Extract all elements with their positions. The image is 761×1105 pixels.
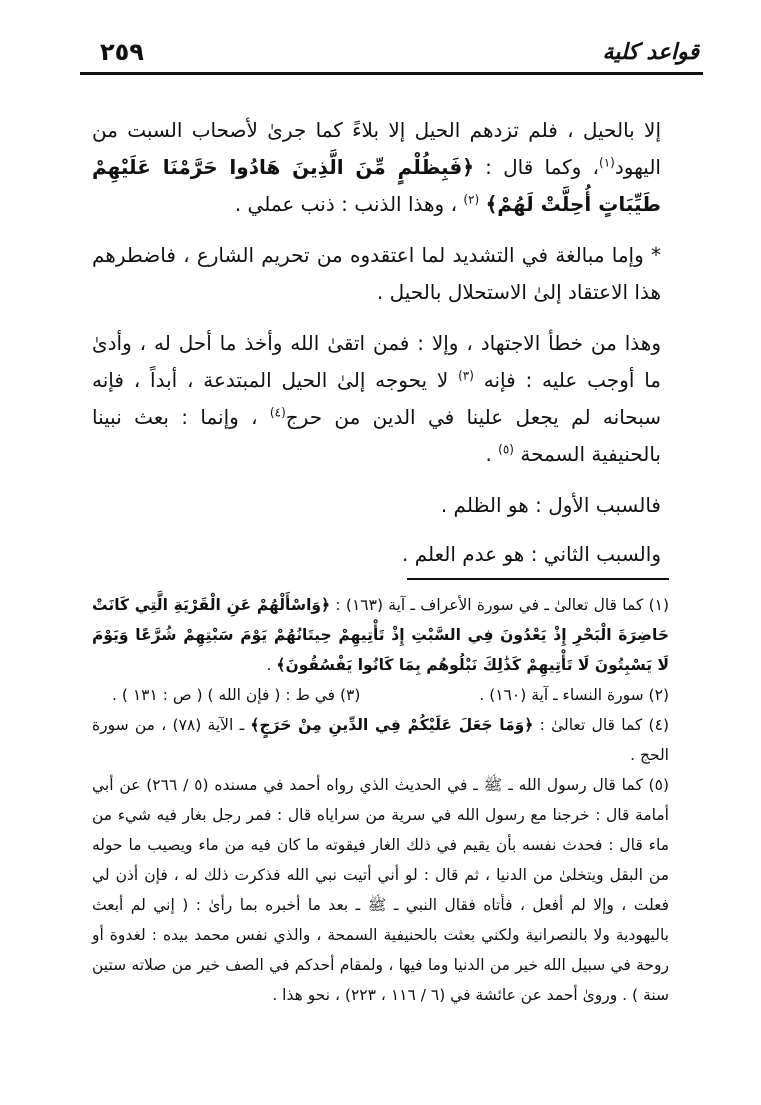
header-rule <box>80 72 703 75</box>
paragraph-3 <box>92 325 661 473</box>
footnote-2: (٢) سورة النساء ـ آية (١٦٠) . <box>479 686 669 704</box>
footnote-4-text-a: (٤) كما قال تعالىٰ : <box>533 716 669 734</box>
footnote-ref-2: (٢) <box>463 192 480 207</box>
paragraph-3-text-c: ، وإنما : بعث نبينا بالحنيفية السمحة <box>92 405 661 466</box>
footnote-1 <box>92 590 669 680</box>
paragraph-1 <box>92 112 661 223</box>
footnote-separator <box>407 578 669 580</box>
footnote-ref-4: (٤) <box>269 405 286 420</box>
footnote-row-2-3 <box>92 680 669 710</box>
footnote-4-quran: ﴿وَمَا جَعَلَ عَلَيْكُمْ فِي الدِّينِ مِنْ حَرَجٍ﴾ <box>250 716 534 734</box>
paragraph-1-text-c: ، وهذا الذنب : ذنب عملي . <box>234 192 464 216</box>
footnote-1-text-a: (١) كما قال تعالىٰ ـ في سورة الأعراف ـ آية (١٦٣) : <box>330 596 670 614</box>
footnote-ref-1: (١) <box>599 155 615 170</box>
paragraph-5: والسبب الثاني : هو عدم العلم . <box>401 542 661 566</box>
footnote-1-text-b: . <box>266 656 277 674</box>
footnote-ref-3: (٣) <box>458 368 474 383</box>
main-text <box>92 112 661 585</box>
page-number: ٢٥٩ <box>100 38 144 66</box>
paragraph-3-text-b: لا يحوجه إلىٰ الحيل المبتدعة ، أبداً ، فإنه سبحانه لم يجعل علينا في الدين من حرج <box>92 368 661 429</box>
quran-verse-1: ﴿فَبِظُلْمٍ مِّنَ الَّذِينَ هَادُوا حَرَّمْنَا عَلَيْهِمْ طَيِّبَاتٍ أُحِلَّتْ لَهُمْ﴾ <box>92 155 661 216</box>
paragraph-4: فالسبب الأول : هو الظلم . <box>440 493 661 517</box>
running-title: قواعد كلية <box>602 40 699 65</box>
paragraph-2: * وإما مبالغة في التشديد لما اعتقدوه من تحريم الشارع ، فاضطرهم هذا الاعتقاد إلىٰ الاستحلال بالحيل . <box>92 243 661 304</box>
footnotes <box>92 590 669 1010</box>
paragraph-1-text-a: إلا بالحيل ، فلم تزدهم الحيل إلا بلاءً كما جرىٰ لأصحاب السبت من اليهود <box>92 118 661 179</box>
footnote-4-text-b: ـ الآية (٧٨) ، من سورة الحج . <box>92 716 669 764</box>
footnote-4 <box>92 710 669 770</box>
footnote-ref-5: (٥) <box>498 442 514 457</box>
footnote-1-quran: ﴿وَاسْأَلْهُمْ عَنِ الْقَرْيَةِ الَّتِي كَانَتْ حَاضِرَةَ الْبَحْرِ إِذْ يَعْدُونَ فِي السَّبْتِ إِذْ تَأْتِيهِمْ حِيتَانُهُمْ يَوْمَ سَبْتِهِمْ شُرَّعًا وَيَوْمَ لَا يَسْبِتُونَ لَا تَأْتِيهِمْ كَذَٰلِكَ نَبْلُوهُم بِمَا كَانُوا يَفْسُقُونَ﴾ <box>92 596 669 674</box>
paragraph-1-text-b: ، وكما قال : <box>473 155 600 179</box>
page-header <box>80 36 703 76</box>
paragraph-3-text-a: وهذا من خطأ الاجتهاد ، وإلا : فمن اتقىٰ الله وأخذ ما أحل له ، وأدىٰ ما أوجب عليه : فإنه <box>92 331 661 392</box>
paragraph-3-text-d: . <box>485 442 499 466</box>
footnote-5: (٥) كما قال رسول الله ـ ﷺ ـ في الحديث الذي رواه أحمد في مسنده (٥ / ٢٦٦) عن أبي أمامة قال : خرجنا مع رسول الله في سرية من سراياه قال : فمر رجل بغار فيه شيء من ماء قال : فحدث نفسه بأن يقيم في ذلك الغار فيقوته ما كان فيه من ماء ويصيب ما حوله من البقل ويتخلىٰ من الدنيا ، ثم قال : لو أني أتيت نبي الله فذكرت ذلك له ، فإن أذن لي فعلت ، وإلا لم أفعل ، فأتاه فقال النبي ـ ﷺ ـ بعد ما أخبره بما رأىٰ : ( إني لم أبعث باليهودية ولا بالنصرانية ولكني بعثت بالحنيفية السمحة ، والذي نفس محمد بيده : لغدوة أو روحة في سبيل الله خير من الدنيا وما فيها ، ولمقام أحدكم في الصف خير من صلاته ستين سنة ) . وروىٰ أحمد عن عائشة في (٦ / ١١٦ ، ٢٢٣) ، نحو هذا . <box>92 776 669 1004</box>
footnote-3: (٣) في ط : ( فإن الله ) ( ص : ١٣١ ) . <box>112 686 361 704</box>
